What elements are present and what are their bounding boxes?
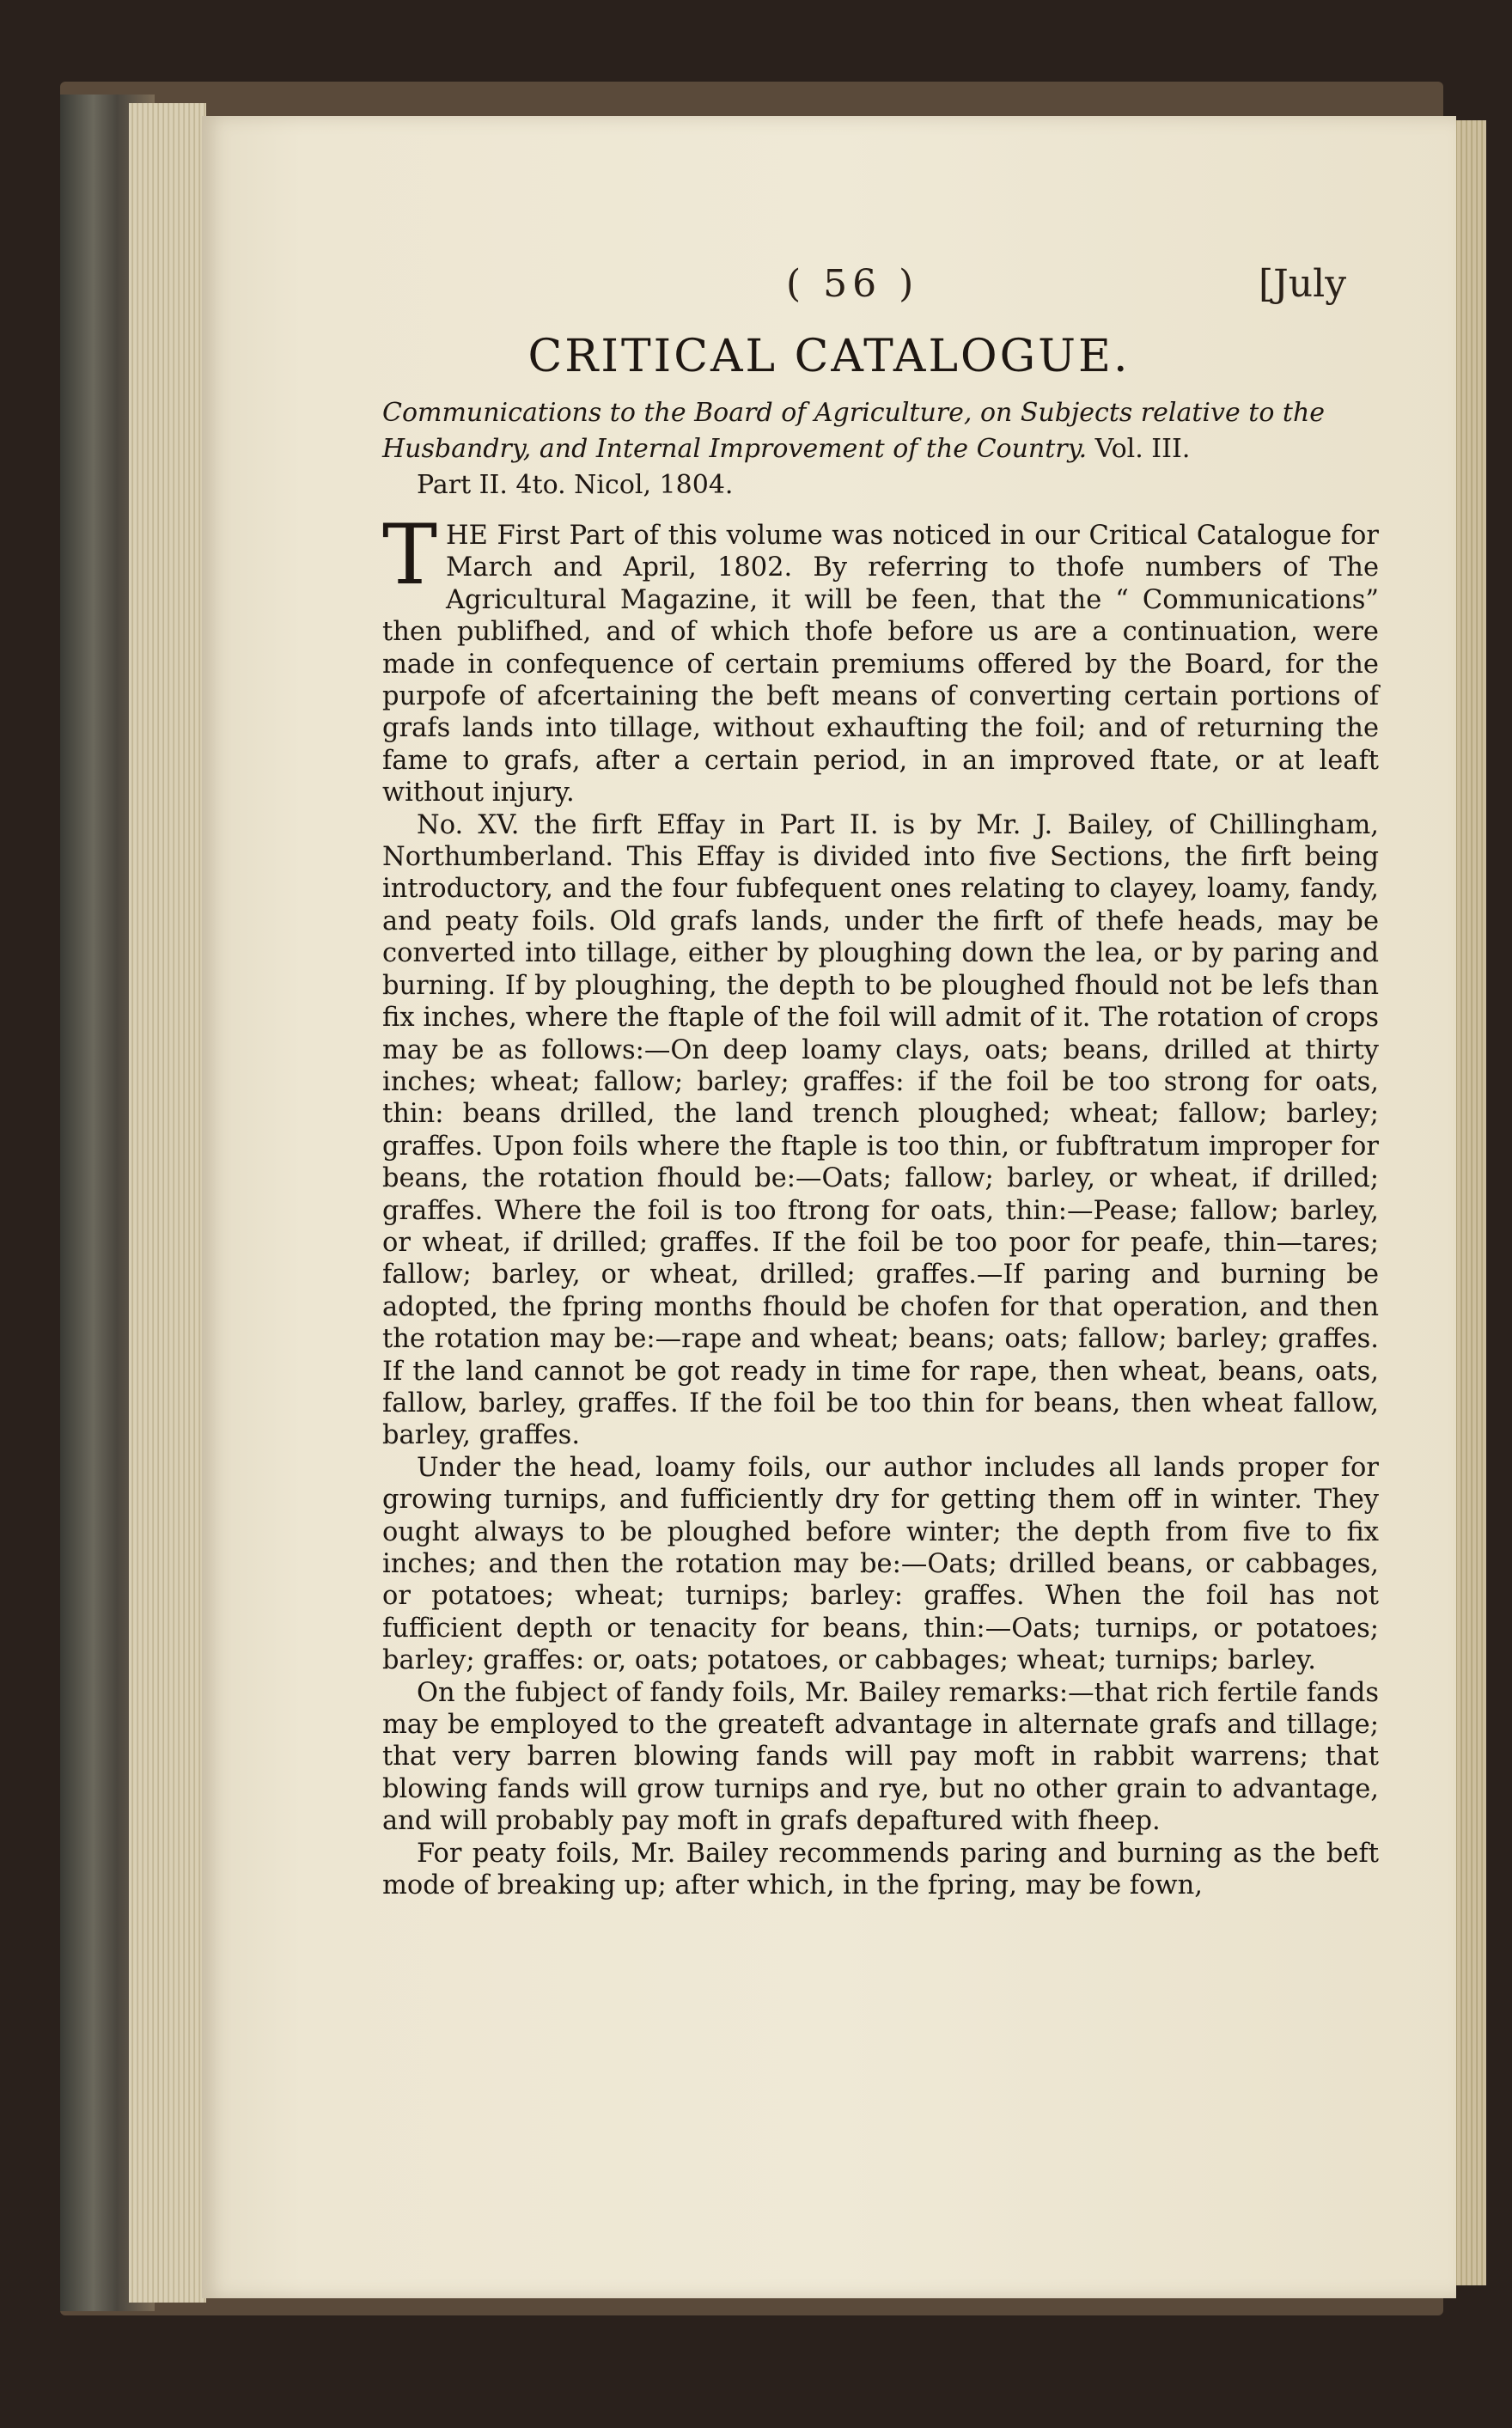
citation-volume: Vol. III. (1094, 434, 1191, 464)
book-page (202, 116, 1456, 2298)
article-body (382, 507, 1379, 1901)
drop-cap: T (382, 507, 438, 603)
paragraph: On the fubject of fandy foils, Mr. Bailey remarks:—that rich fertile fands may be employed to the greateft advantage in alternate grafs and tillage; that very barren blowing fands will pay moft in rabbit warrens; that blowing fands will grow turnips and rye, but no other grain to advantage, and will probably pay moft in grafs depaftured with fheep. (382, 1677, 1379, 1837)
paragraph: No. XV. the firft Effay in Part II. is by Mr. J. Bailey, of Chillingham, Northumberland. This Effay is divided into five Sections, the firft being introductory, and the four fubfequent ones relating to clayey, loamy, fandy, and peaty foils. Old grafs lands, under the firft of thefe heads, may be converted into tillage, either by ploughing down the lea, or by paring and burning. If by ploughing, the depth to be ploughed fhould not be lefs than fix inches, where the ftaple of the foil will admit of it. The rotation of crops may be as follows:—On deep loamy clays, oats; beans, drilled at thirty inches; wheat; fallow; barley; graffes: if the foil be too strong for oats, thin: beans drilled, the land trench ploughed; wheat; fallow; barley; graffes. Upon foils where the ftaple is too thin, or fubftratum improper for beans, the rotation fhould be:—Oats; fallow; barley, or wheat, if drilled; graffes. Where the foil is too ftrong for oats, thin:—Pease; fallow; barley, or wheat, if drilled; graffes. If the foil be too poor for peafe, thin—tares; fallow; barley, or wheat, drilled; graffes.—If paring and burning be adopted, the fpring months fhould be chofen for that operation, and then the rotation may be:—rape and wheat; beans; oats; fallow; barley; graffes. If the land cannot be got ready in time for rape, then wheat, beans, oats, fallow, barley, graffes. If the foil be too thin for beans, then wheat fallow, barley, graffes. (382, 809, 1379, 1451)
citation-title: Communications to the Board of Agriculture, on Subjects relative to the Husbandry, and Internal Improvement of the Country. (382, 398, 1326, 464)
section-title: CRITICAL CATALOGUE. (527, 331, 1131, 382)
paragraph: Under the head, loamy foils, our author includes all lands proper for growing turnips, and fufficiently dry for getting them off in winter. They ought always to be ploughed before winter; the depth from five to fix inches; and then the rotation may be:—Oats; drilled beans, or cabbages, or potatoes; wheat; turnips; barley: graffes. When the foil has not fufficient depth or tenacity for beans, thin:—Oats; turnips, or potatoes; barley; graffes: or, oats; potatoes, or cabbages; wheat; turnips; barley. (382, 1452, 1379, 1676)
paragraph (382, 507, 1379, 809)
paragraph-text: HE First Part of this volume was noticed in our Critical Catalogue for March and April, 1802. By referring to thofe numbers of The Agricultural Magazine, it will be feen, that the “ Communications” then publifhed, and of which thofe before us are a continuation, were made in confequence of certain premiums offered by the Board, for the purpofe of afcertaining the beft means of converting certain portions of grafs lands into tillage, without exhaufting the foil; and of returning the fame to grafs, after a certain period, in an improved ftate, or at leaft without injury. (382, 521, 1379, 808)
page-stack-left (129, 103, 206, 2303)
page-number: ( 56 ) (786, 262, 919, 306)
paragraph: For peaty foils, Mr. Bailey recommends paring and burning as the beft mode of breaking up; after which, in the fpring, may be fown, (382, 1838, 1379, 1901)
running-head: [July (1259, 262, 1347, 306)
book-citation (382, 395, 1379, 503)
page-header (202, 262, 1456, 331)
citation-part: Part II. 4to. Nicol, 1804. (417, 470, 734, 500)
